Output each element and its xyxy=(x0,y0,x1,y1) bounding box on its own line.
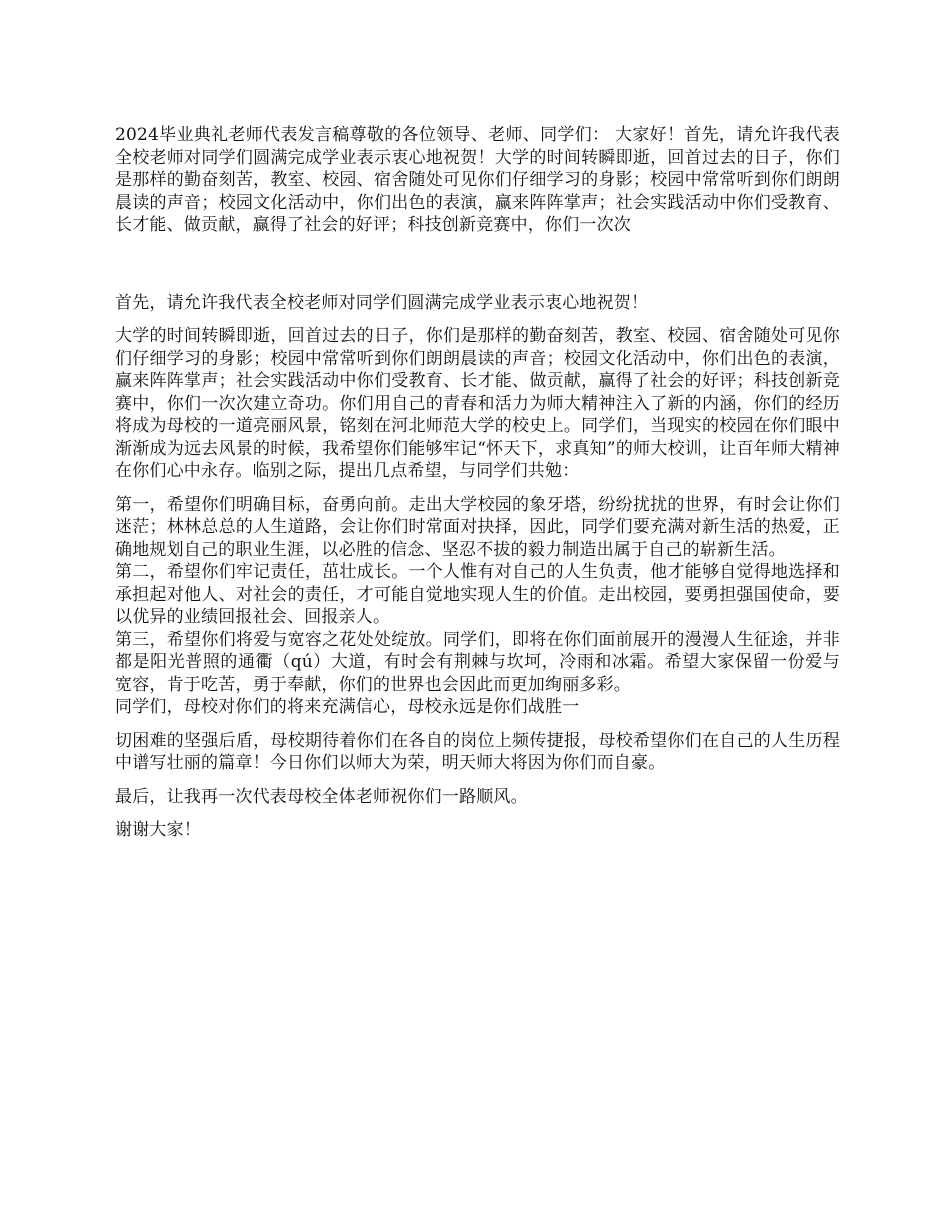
support-paragraph: 切困难的坚强后盾，母校期待着你们在各自的岗位上频传捷报，母校希望你们在自己的人生历程中谱写壮丽的篇章！今日你们以师大为荣，明天师大将因为你们而自豪。 xyxy=(115,730,840,773)
spacer xyxy=(115,808,840,819)
document-body xyxy=(115,124,840,842)
spacer xyxy=(115,719,840,730)
spacer xyxy=(115,314,840,325)
memories-paragraph: 大学的时间转瞬即逝，回首过去的日子，你们是那样的勤奋刻苦，教室、校园、宿舍随处可见你们仔细学习的身影；校园中常常听到你们朗朗晨读的声音；校园文化活动中，你们出色的表演，赢来阵阵掌声；社会实践活动中你们受教育、长才能、做贡献，赢得了社会的好评；科技创新竞赛中，你们一次次建立奇功。你们用自己的青春和活力为师大精神注入了新的内涵，你们的经历将成为母校的一道亮丽风景，铭刻在河北师范大学的校史上。同学们，当现实的校园在你们眼中渐渐成为远去风景的时候，我希望你们能够牢记“怀天下，求真知”的师大校训，让百年师大精神在你们心中永存。临别之际，提出几点希望，与同学们共勉： xyxy=(115,326,840,481)
intro-paragraph: 2024毕业典礼老师代表发言稿尊敬的各位领导、老师、同学们： 大家好！首先，请允许我代表全校老师对同学们圆满完成学业表示衷心地祝贺！大学的时间转瞬即逝，回首过去的日子，你们是那样的勤奋刻苦，教室、校园、宿舍随处可见你们仔细学习的身影；校园中常常听到你们朗朗晨读的声音；校园文化活动中，你们出色的表演，赢来阵阵掌声；社会实践活动中你们受教育、长才能、做贡献，赢得了社会的好评；科技创新竞赛中，你们一次次 xyxy=(115,125,840,235)
congratulation-paragraph: 首先，请允许我代表全校老师对同学们圆满完成学业表示衷心地祝贺！ xyxy=(115,292,649,313)
thanks-paragraph: 谢谢大家！ xyxy=(115,820,201,840)
farewell-paragraph: 最后，让我再一次代表母校全体老师祝你们一路顺风。 xyxy=(115,786,528,807)
confidence-paragraph: 同学们，母校对你们的将来充满信心，母校永远是你们战胜一 xyxy=(115,697,580,717)
hope-third-paragraph: 第三，希望你们将爱与宽容之花处处绽放。同学们，即将在你们面前展开的漫漫人生征途，并非都是阳光普照的通衢（qú）大道，有时会有荆棘与坎坷，冷雨和冰霜。希望大家保留一份爱与宽容，肯于吃苦，勇于奉献，你们的世界也会因此而更加绚丽多彩。 xyxy=(115,629,840,695)
hope-second-paragraph: 第二，希望你们牢记责任，茁壮成长。一个人惟有对自己的人生负责，他才能够自觉得地选择和承担起对他人、对社会的责任，才可能自觉地实现人生的价值。走出校园，要勇担强国使命，要以优异的业绩回报社会、回报亲人。 xyxy=(115,562,840,627)
spacer xyxy=(115,483,840,494)
hope-first-paragraph: 第一，希望你们明确目标，奋勇向前。走出大学校园的象牙塔，纷纷扰扰的世界，有时会让你们迷茫；林林总总的人生道路，会让你们时常面对抉择，因此，同学们要充满对新生活的热爱，正确地规划自己的职业生涯，以必胜的信念、坚忍不拔的毅力制造出属于自己的崭新生活。 xyxy=(115,494,840,560)
spacer xyxy=(115,775,840,786)
spacer xyxy=(115,237,840,292)
